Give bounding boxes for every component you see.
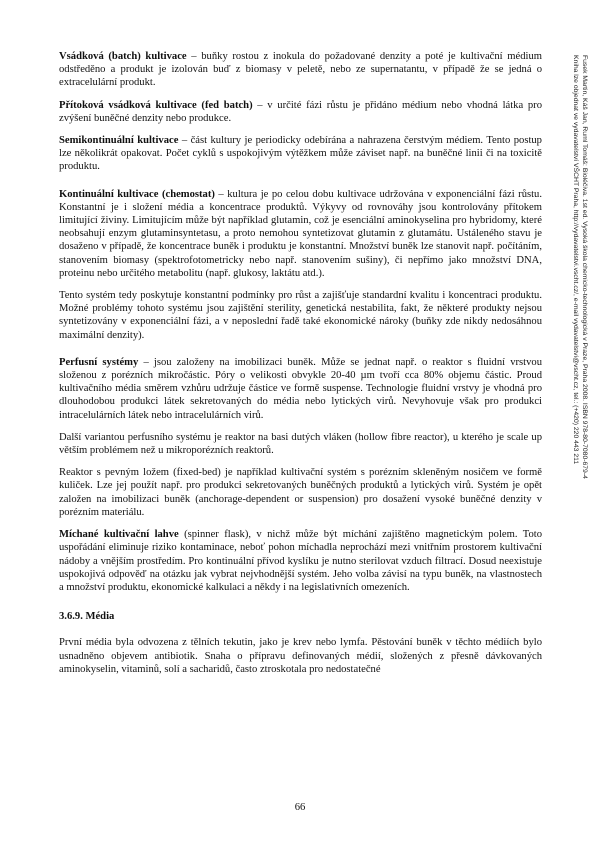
text-fixed-bed: Reaktor s pevným ložem (fixed-bed) je například kultivační systém s porézním skleněným nosičem ve formě kuliček. Lze jej použít např. pro produkci sekretovaných buněčných produktů a lytických virů. Systém je opět založen na imobilizaci buněk (anchorage-dependent or suspension) pro dosažení vysoké buněčné denzity v porézním materiálu. — [59, 467, 542, 518]
desc-perfusion: – jsou založeny na imobilizaci buněk. Může se jednat např. o reaktor s fluidní vrstvou složenou z porézních mikročástic. Póry o velikosti obvykle 20-40 µm tvoří cca 80% objemu částic. Proud kultivačního média směrem vzhůru udržuje částice ve formě suspense. Technologie fluidní vrstvy je vhodná pro dlouhodobou produkci látek sekretovaných do média nebo lytických virů. Nevyhovuje však pro produkci intracelulárních látek nebo intracelulárních virů. — [59, 356, 543, 421]
paragraph-media: První média byla odvozena z tělních tekutin, jako je krev nebo lymfa. Pěstování buněk v těchto médiích bylo usnadněno objevem antibiotik. Snaha o přípravu definovaných médií, složených z přesně dávkovaných aminokyselin, vitaminů, solí a sacharidů, často ztroskotala pro nedostatečné — [59, 637, 542, 675]
side-citation-text — [571, 55, 589, 835]
paragraph-chemostat-summary — [59, 289, 542, 342]
term-fed-batch: Přítoková vsádková kultivace (fed batch) — [59, 99, 253, 111]
paragraph-batch — [59, 50, 542, 90]
text-chemostat-summary: Tento systém tedy poskytuje konstantní podmínky pro růst a zajišťuje standardní kvalitu i koncentraci produktu. Možné problémy tohoto systému jsou zajištění sterility, genetická nestabilita, fakt, že některé produkty nejsou syntetizovány v exponenciální fázi, a v neposlední řadě také ekonomické nároky (buňky zde nikdy nedosáhnou maximální denzity). — [59, 290, 542, 341]
side-citation — [551, 55, 600, 835]
term-spinner: Míchané kultivační lahve — [59, 529, 179, 541]
citation-line-1: Fusek Martin, Káš Jan, Ruml Tomáš: Bioléčiva. 1st ed. Vysoká škola chemicko-technologická v Praze, Praha 2008. ISBN 978-80-7080-679-4 — [581, 55, 588, 479]
desc-spinner: (spinner flask), v nichž může být míchání zajištěno magnetickým polem. Toto uspořádání eliminuje riziko kontaminace, neboť pohon míchadla neprochází mezi vnitřním prostorem kultivační nádoby a vnějším prostředím. Pro kontinuální přívod kyslíku je nutno sterilovat vzduch filtrací. Dosud neexistuje uspokojivá odpověď na otázku jak vybrat nejvhodnější systém. Jeho volba závisí na typu buněk, na vlastnostech a množství produktu, ekonomické kalkulaci a někdy i na legislativních omezeních. — [59, 529, 542, 593]
term-batch: Vsádková (batch) kultivace — [59, 51, 187, 62]
term-semicontinuous: Semikontinuální kultivace — [59, 135, 179, 147]
page-number: 66 — [294, 802, 306, 813]
paragraph-spinner — [59, 528, 542, 594]
paragraph-chemostat — [59, 188, 542, 280]
desc-fed-batch: – v určité fázi růstu je přidáno médium nebo vhodná látka pro zvýšení buněčné denzity nebo produkce. — [59, 99, 542, 124]
term-chemostat: Kontinuální kultivace (chemostat) — [59, 188, 215, 200]
desc-chemostat: – kultura je po celou dobu kultivace udržována v exponenciální fázi růstu. Konstantní je i složení média a koncentrace produktů. Výkyvy od rovnováhy jsou kontrolovány přítokem limitující živiny. Limitujícím může být například glutamin, což je esenciální aminokyselina pro hybridomy, které neobsahují enzym glutaminsyntetasu, a proto nemohou syntetizovat glutamin z glutamátu. Ustáleného stavu je dosaženo v případě, že koncentrace buněk i produktu je konstantní. Množství buněk lze stanovit např. počítáním, stanovením biomasy (spektrofotometricky nebo např. stanovením sušiny), či nepřímo jako množství DNA, proteinu nebo určitého metabolitu (např. glukosy, laktátu atd.). — [59, 188, 543, 279]
text-hollow-fibre: Další variantou perfusního systému je reaktor na basi dutých vláken (hollow fibre reactor), u kterého je scale up větším problémem než u mikroporézních reaktorů. — [59, 431, 542, 457]
desc-semicontinuous: – část kultury je periodicky odebírána a nahrazena čerstvým médiem. Tento postup lze několikrát opakovat. Počet cyklů s uspokojivým výtěžkem může záviset např. na buněčné linii či na toxicitě produktu. — [59, 135, 542, 173]
paragraph-hollow-fibre — [59, 431, 542, 457]
paragraph-perfusion — [59, 356, 542, 422]
paragraph-semicontinuous — [59, 134, 542, 174]
body-text — [59, 50, 542, 685]
paragraph-fixed-bed — [59, 466, 542, 519]
desc-batch: – buňky rostou z inokula do požadované denzity a poté je kultivační médium odstředěno a produkt je izolován buď z biomasy v peletě, nebo ze supernatantu, v případě že se jedná o extracelulární produkt. — [59, 51, 542, 89]
paragraph-fed-batch — [59, 99, 542, 125]
term-perfusion: Perfusní systémy — [59, 356, 139, 368]
section-heading: 3.6.9. Média — [59, 611, 115, 623]
citation-line-2: Kniha lze objednat ve vydavatelství VŠCHT Praha, http://vydavatelstvi.vscht.cz/, e-mail vydavatelstvi@vscht.cz, tel.: (+420) 220 443 211 — [572, 55, 579, 465]
